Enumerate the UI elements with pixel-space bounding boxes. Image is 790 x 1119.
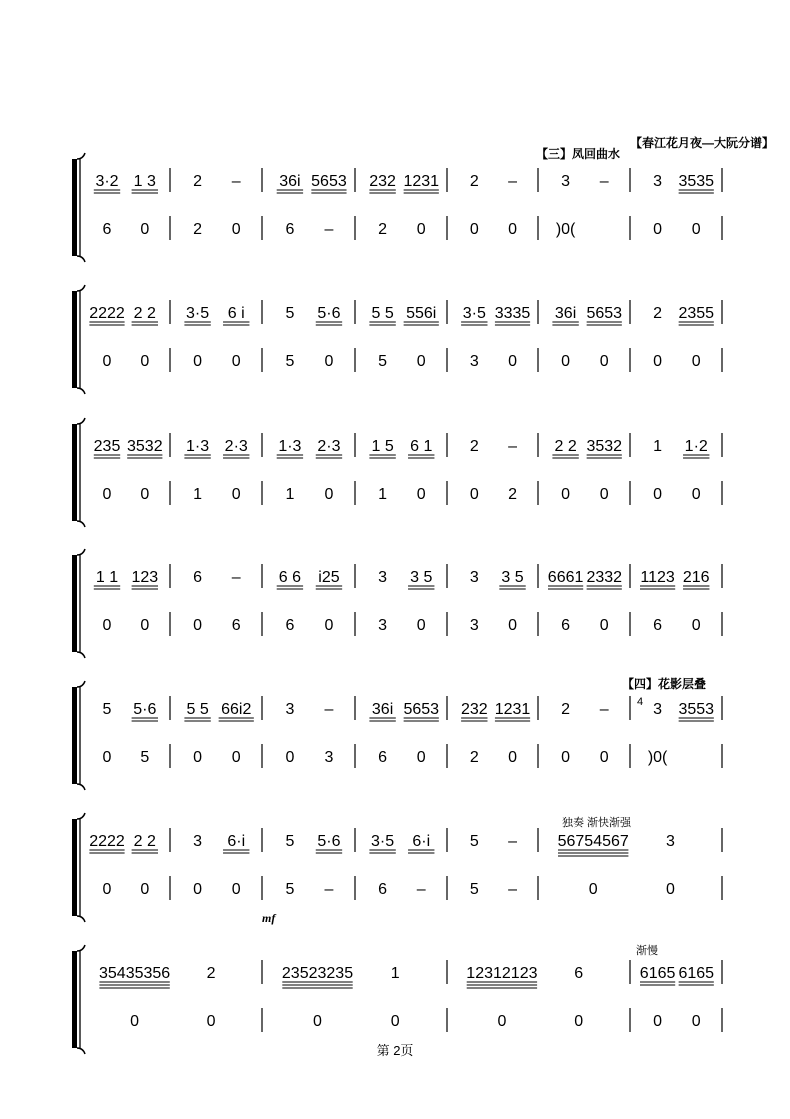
melody-note: – [508, 438, 517, 455]
time-signature: 4 [637, 696, 644, 708]
melody-note: 1 [653, 438, 663, 455]
accomp-note: 0 [508, 749, 517, 766]
system-4 [72, 549, 722, 658]
melody-note: 3 [378, 569, 388, 586]
melody-note: 3532 [586, 438, 623, 455]
bracket-hook [77, 153, 85, 262]
melody-note: 5 5 [371, 305, 394, 322]
melody-note: 1·3 [186, 438, 210, 455]
melody-note: 123 [131, 569, 159, 586]
accomp-note: 0 [102, 486, 112, 503]
melody-note: – [599, 701, 609, 718]
melody-note: 1 3 [133, 173, 156, 190]
melody-note: 12312123 [466, 965, 538, 982]
accomp-note: 0 [469, 221, 479, 238]
section-4-title: 【四】花影层叠 [622, 677, 707, 691]
accomp-note: 0 [102, 353, 112, 370]
accomp-note: 0 [508, 617, 517, 634]
page-number: 第 2页 [376, 1043, 414, 1058]
accomp-note: 0 [653, 486, 663, 503]
melody-note: 5653 [403, 701, 440, 718]
melody-note: 3532 [127, 438, 163, 455]
melody-note: 5·6 [317, 833, 341, 850]
melody-note: 5 [285, 833, 295, 850]
accomp-note: 3 [469, 353, 479, 370]
accomp-note: 0 [231, 486, 241, 503]
accomp-note: 1 [285, 486, 295, 503]
melody-note: 3 [193, 833, 203, 850]
accomp-note: 6 [102, 221, 112, 238]
accomp-note: 0 [102, 617, 112, 634]
melody-note: 2 [469, 438, 479, 455]
accomp-note: 0 [574, 1013, 584, 1030]
melody-note: 3·5 [462, 305, 486, 322]
slow-marking: 渐慢 [636, 945, 658, 957]
melody-note: 1 5 [371, 438, 394, 455]
accomp-note: 6 [378, 881, 388, 898]
accomp-note: 0 [102, 749, 112, 766]
melody-note: 232 [369, 173, 396, 190]
melody-note: 2355 [678, 305, 715, 322]
accomp-note: 0 [653, 1013, 663, 1030]
melody-note: 1·2 [684, 438, 708, 455]
melody-note: 5 [102, 701, 112, 718]
accomp-note: 0 [599, 749, 609, 766]
accomp-note: )0( [555, 221, 576, 238]
accomp-note: 3 [378, 617, 388, 634]
accomp-note: 5 [469, 881, 479, 898]
melody-note: 36i [371, 701, 394, 718]
melody-note: 3 5 [410, 569, 433, 586]
system-bracket [72, 555, 77, 652]
accomp-note: 3 [324, 749, 334, 766]
accomp-note: 0 [140, 221, 150, 238]
system-bracket [72, 159, 77, 256]
accomp-note: 0 [390, 1013, 400, 1030]
accomp-note: 3 [469, 617, 479, 634]
melody-note: i25 [318, 569, 340, 586]
melody-note: 2 2 [554, 438, 577, 455]
melody-note: 216 [682, 569, 710, 586]
accomp-note: 5 [378, 353, 388, 370]
accomp-note: 5 [285, 881, 295, 898]
melody-note: 35435356 [99, 965, 171, 982]
accomp-note: 0 [140, 881, 150, 898]
system-bracket [72, 819, 77, 916]
accomp-note: 0 [508, 221, 517, 238]
melody-note: 5 [285, 305, 295, 322]
melody-note: 6661 [547, 569, 584, 586]
accomp-note: 0 [653, 353, 663, 370]
accomp-note: 0 [653, 221, 663, 238]
melody-note: 5·6 [133, 701, 157, 718]
accomp-note: 0 [416, 486, 426, 503]
melody-note: 1231 [403, 173, 440, 190]
melody-note: 556i [406, 305, 437, 322]
accomp-note: 0 [140, 486, 150, 503]
accomp-note: 0 [231, 881, 241, 898]
accomp-note: 0 [193, 353, 203, 370]
melody-note: 3 5 [501, 569, 524, 586]
melody-note: 2222 [89, 305, 125, 322]
accomp-note: 6 [285, 617, 295, 634]
accomp-note: 0 [231, 353, 241, 370]
accomp-note: 0 [130, 1013, 140, 1030]
melody-note: 6 [574, 965, 584, 982]
accomp-note: 5 [285, 353, 295, 370]
melody-note: 2 2 [133, 833, 156, 850]
melody-note: 6165 [678, 965, 715, 982]
melody-note: 3553 [678, 701, 715, 718]
melody-note: 66i2 [221, 701, 252, 718]
accomp-note: 0 [102, 881, 112, 898]
accomp-note: – [508, 881, 517, 898]
accomp-note: – [416, 881, 426, 898]
accomp-note: 0 [193, 881, 203, 898]
solo-markings: 独奏 渐快渐强 [562, 817, 632, 829]
melody-note: 2 [653, 305, 663, 322]
accomp-note: 0 [231, 221, 241, 238]
accomp-note: 0 [691, 617, 701, 634]
melody-note: 3 [666, 833, 675, 850]
bracket-hook [77, 681, 85, 790]
system-bracket [72, 291, 77, 388]
accomp-note: 0 [140, 617, 150, 634]
accomp-note: 0 [508, 353, 517, 370]
melody-note: 6 i [227, 305, 245, 322]
melody-note: 1 [390, 965, 400, 982]
melody-note: 3·5 [186, 305, 210, 322]
melody-note: 2 [469, 173, 479, 190]
melody-note: – [508, 173, 517, 190]
accomp-note: 0 [416, 353, 426, 370]
system-5 [72, 681, 722, 790]
melody-note: 232 [460, 701, 488, 718]
system-bracket [72, 687, 77, 784]
accomp-note: 5 [140, 749, 150, 766]
accomp-note: 6 [231, 617, 241, 634]
melody-note: 1123 [640, 569, 675, 586]
accomp-note: 6 [653, 617, 663, 634]
accomp-note: 2 [193, 221, 203, 238]
accomp-note: 2 [378, 221, 388, 238]
accomp-note: 0 [588, 881, 598, 898]
accomp-note: 0 [324, 617, 334, 634]
accomp-note: 0 [206, 1013, 216, 1030]
melody-note: 3·2 [95, 173, 119, 190]
source-title: 【春江花月夜—大阮分谱】 [630, 136, 775, 150]
accomp-note: 0 [666, 881, 675, 898]
accomp-note: 0 [140, 353, 150, 370]
accomp-note: 2 [508, 486, 517, 503]
accomp-note: – [324, 221, 334, 238]
system-bracket [72, 951, 77, 1048]
accomp-note: 1 [193, 486, 203, 503]
accomp-note: 0 [599, 353, 609, 370]
melody-note: 1231 [494, 701, 531, 718]
melody-note: 36i [554, 305, 577, 322]
bracket-hook [77, 549, 85, 658]
melody-note: 3 [561, 173, 571, 190]
accomp-note: 0 [416, 617, 426, 634]
melody-note: 3·5 [371, 833, 395, 850]
melody-note: – [324, 701, 334, 718]
melody-note: 2 [193, 173, 203, 190]
melody-note: 5653 [586, 305, 623, 322]
accomp-note: 0 [313, 1013, 322, 1030]
melody-note: – [508, 833, 517, 850]
melody-note: 5·6 [317, 305, 341, 322]
accomp-note: 0 [561, 749, 571, 766]
system-2 [72, 285, 722, 394]
accomp-note: 0 [561, 486, 571, 503]
accomp-note: 6 [561, 617, 571, 634]
melody-note: – [599, 173, 609, 190]
melody-note: 3535 [678, 173, 715, 190]
systems-layer [72, 153, 722, 1054]
melody-note: 5 5 [186, 701, 209, 718]
accomp-note: 0 [469, 486, 479, 503]
system-1 [72, 153, 722, 262]
accomp-note: 0 [691, 221, 701, 238]
melody-note: 3 [285, 701, 295, 718]
melody-note: 36i [279, 173, 301, 190]
dynamic-mf: mf [262, 911, 276, 925]
melody-note: – [231, 173, 241, 190]
accomp-note: 0 [599, 617, 609, 634]
accomp-note: 0 [416, 221, 426, 238]
melody-note: 5653 [311, 173, 347, 190]
system-bracket [72, 424, 77, 521]
bracket-hook [77, 945, 85, 1054]
melody-note: 6 [193, 569, 203, 586]
accomp-note: 0 [497, 1013, 507, 1030]
melody-note: 5 [469, 833, 479, 850]
accomp-note: 0 [324, 353, 334, 370]
melody-note: 2222 [89, 833, 125, 850]
accomp-note: 0 [231, 749, 241, 766]
accomp-note: 1 [378, 486, 388, 503]
melody-note: 2 [561, 701, 571, 718]
melody-note: 23523235 [281, 965, 354, 982]
accomp-note: 0 [691, 486, 701, 503]
system-6 [72, 813, 722, 922]
melody-note: 2·3 [224, 438, 248, 455]
section-3-title: 【三】凤回曲水 [536, 147, 621, 161]
melody-note: 6·i [412, 833, 431, 850]
accomp-note: 0 [561, 353, 571, 370]
accomp-note: 0 [324, 486, 334, 503]
bracket-hook [77, 813, 85, 922]
melody-note: 56754567 [557, 833, 629, 850]
accomp-note: 0 [691, 1013, 701, 1030]
melody-note: 3 [653, 701, 663, 718]
melody-note: 235 [93, 438, 121, 455]
melody-note: 2·3 [317, 438, 341, 455]
melody-note: 3 [469, 569, 479, 586]
accomp-note: 6 [285, 221, 295, 238]
melody-note: 6 6 [278, 569, 302, 586]
accomp-note: 0 [416, 749, 426, 766]
bracket-hook [77, 285, 85, 394]
melody-note: 3 [653, 173, 663, 190]
accomp-note: 0 [691, 353, 701, 370]
accomp-note: – [324, 881, 334, 898]
melody-note: 6165 [639, 965, 676, 982]
melody-note: 2332 [586, 569, 623, 586]
accomp-note: 0 [599, 486, 609, 503]
melody-note: 6 1 [410, 438, 433, 455]
melody-note: – [231, 569, 241, 586]
accomp-note: )0( [647, 749, 668, 766]
melody-note: 6·i [227, 833, 246, 850]
accomp-note: 2 [469, 749, 479, 766]
accomp-note: 0 [193, 617, 203, 634]
accomp-note: 0 [193, 749, 203, 766]
melody-note: 1 1 [95, 569, 119, 586]
melody-note: 2 2 [133, 305, 156, 322]
system-3 [72, 418, 722, 527]
melody-note: 1·3 [278, 438, 302, 455]
system-7 [72, 945, 722, 1054]
accomp-note: 0 [285, 749, 295, 766]
accomp-note: 6 [378, 749, 388, 766]
bracket-hook [77, 418, 85, 527]
melody-note: 3335 [494, 305, 531, 322]
melody-note: 2 [206, 965, 216, 982]
